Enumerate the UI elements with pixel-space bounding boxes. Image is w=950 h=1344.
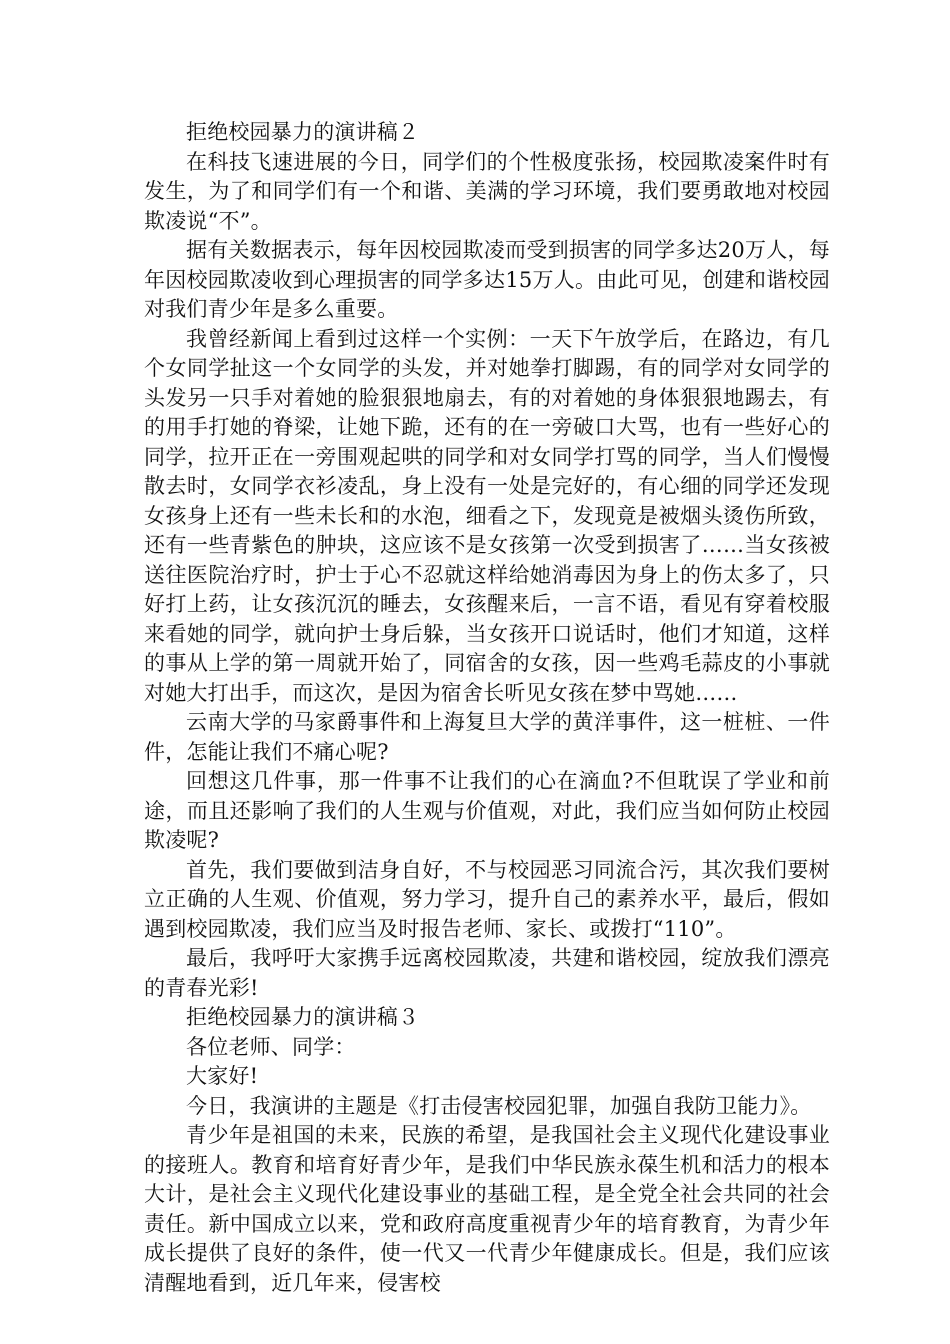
document-page xyxy=(144,118,830,1298)
greeting: 大家好! xyxy=(186,1064,259,1088)
paragraph: 据有关数据表示，每年因校园欺凌而受到损害的同学多达20万人，每年因校园欺凌收到心理损害的同学多达15万人。由此可见，创建和谐校园对我们青少年是多么重要。 xyxy=(144,238,830,321)
paragraph: 我曾经新闻上看到过这样一个实例：一天下午放学后，在路边，有几个女同学扯这一个女同学的头发，并对她拳打脚踢，有的同学对女同学的头发另一只手对着她的脸狠狠地扇去，有的对着她的身体狠狠地踢去，有的用手打她的脊梁，让她下跪，还有的在一旁破口大骂，也有一些好心的同学，拉开正在一旁围观起哄的同学和对女同学打骂的同学，当人们慢慢散去时，女同学衣衫凌乱，身上没有一处是完好的，有心细的同学还发现女孩身上还有一些未长和的水泡，细看之下，发现竟是被烟头烫伤所致，还有一些青紫色的肿块，这应该不是女孩第一次受到损害了……当女孩被送往医院治疗时，护士于心不忍就这样给她消毒因为身上的伤太多了，只好打上药，让女孩沉沉的睡去，女孩醒来后，一言不语，看见有穿着校服来看她的同学，就向护士身后躲，当女孩开口说话时，他们才知道，这样的事从上学的第一周就开始了，同宿舍的女孩，因一些鸡毛蒜皮的小事就对她大打出手，而这次，是因为宿舍长听见女孩在梦中骂她…… xyxy=(144,326,830,705)
paragraph: 回想这几件事，那一件事不让我们的心在滴血?不但耽误了学业和前途，而且还影响了我们的人生观与价值观，对此，我们应当如何防止校园欺凌呢? xyxy=(144,769,830,852)
paragraph: 青少年是祖国的未来，民族的希望，是我国社会主义现代化建设事业的接班人。教育和培育好青少年，是我们中华民族永葆生机和活力的根本大计，是社会主义现代化建设事业的基础工程，是全党全社会共同的社会责任。新中国成立以来，党和政府高度重视青少年的培育教育，为青少年成长提供了良好的条件，使一代又一代青少年健康成长。但是，我们应该清醒地看到，近几年来，侵害校 xyxy=(144,1123,830,1295)
paragraph: 首先，我们要做到洁身自好，不与校园恶习同流合污，其次我们要树立正确的人生观、价值观，努力学习，提升自己的素养水平，最后，假如遇到校园欺凌，我们应当及时报告老师、家长、或拨打“110”。 xyxy=(144,857,830,941)
paragraph: 云南大学的马家爵事件和上海复旦大学的黄洋事件，这一桩桩、一件件，怎能让我们不痛心呢? xyxy=(144,710,830,764)
paragraph: 最后，我呼吁大家携手远离校园欺凌，共建和谐校园，绽放我们漂亮的青春光彩! xyxy=(144,946,830,1000)
heading-speech-2: 拒绝校园暴力的演讲稿２ xyxy=(186,120,420,144)
heading-speech-3: 拒绝校园暴力的演讲稿３ xyxy=(186,1005,420,1029)
paragraph: 在科技飞速进展的今日，同学们的个性极度张扬，校园欺凌案件时有发生，为了和同学们有一个和谐、美满的学习环境，我们要勇敢地对校园欺凌说“不”。 xyxy=(144,149,830,233)
paragraph: 今日，我演讲的主题是《打击侵害校园犯罪，加强自我防卫能力》。 xyxy=(186,1093,812,1118)
salutation: 各位老师、同学： xyxy=(186,1034,356,1059)
